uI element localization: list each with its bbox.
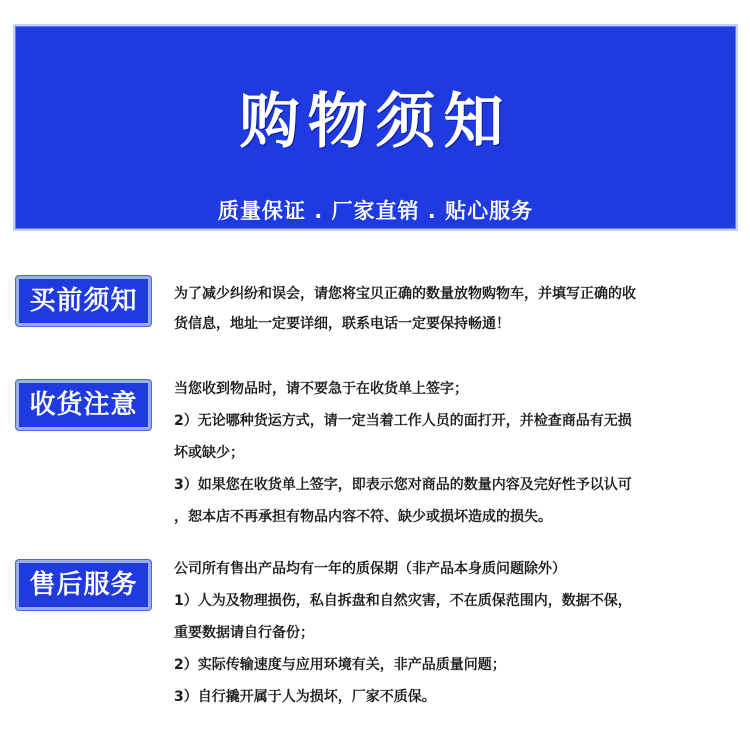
text-line: 公司所有售出产品均有一年的质保期（非产品本身质问题除外） (174, 561, 566, 577)
section-text-after-sales (174, 553, 729, 713)
text-line: 3）如果您在收货单上签字，即表示您对商品的数量内容及完好性予以认可 (174, 477, 632, 493)
header-banner (15, 26, 736, 229)
section-label-after-sales: 售后服务 (16, 560, 151, 610)
section-label-receiving-notice: 收货注意 (16, 380, 151, 430)
section-label-before-purchase: 买前须知 (16, 276, 151, 326)
page-title: 购物须知 (239, 87, 512, 157)
text-line: 2）实际传输速度与应用环境有关，非产品质量问题； (174, 657, 506, 673)
text-line: 2）无论哪种货运方式，请一定当着工作人员的面打开，并检查商品有无损 (174, 413, 632, 429)
section-text-before-purchase (174, 279, 729, 339)
text-line: 坏或缺少； (174, 445, 244, 461)
section-text-receiving-notice (174, 373, 729, 533)
text-line: 重要数据请自行备份； (174, 625, 314, 641)
text-line: 为了减少纠纷和误会，请您将宝贝正确的数量放物购物车，并填写正确的收 (174, 286, 636, 302)
text-line: ，恕本店不再承担有物品内容不符、缺少或损坏造成的损失。 (174, 509, 552, 525)
text-line: 3）自行撬开属于人为损坏，厂家不质保。 (174, 689, 436, 705)
text-line: 1）人为及物理损伤，私自拆盘和自然灾害，不在质保范围内，数据不保， (174, 593, 632, 609)
page-subtitle: 质量保证 . 厂家直销 . 贴心服务 (217, 199, 534, 223)
text-line: 货信息，地址一定要详细，联系电话一定要保持畅通！ (174, 316, 510, 332)
text-line: 当您收到物品时，请不要急于在收货单上签字； (174, 381, 468, 397)
